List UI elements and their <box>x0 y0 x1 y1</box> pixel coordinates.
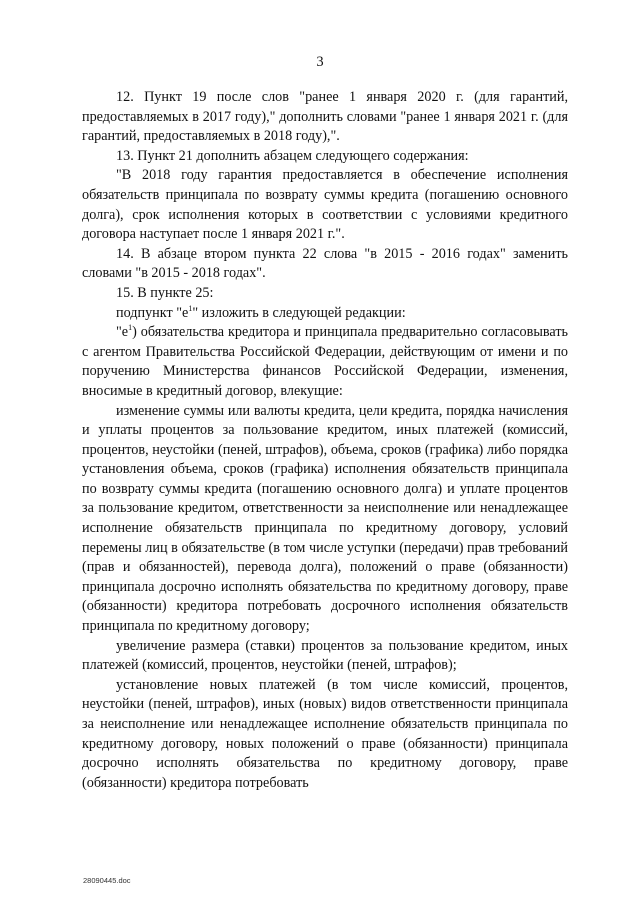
quoted-paragraph <box>82 323 568 401</box>
subpoint-superscript: 1 <box>188 303 193 313</box>
quote-superscript: 1 <box>128 323 133 333</box>
list-paragraph-1: изменение суммы или валюты кредита, цели кредита, порядка начисления и уплаты процентов за пользование кредитом, иных платежей (комиссий, процентов, неустойки (пеней, штрафов), объема, сроков (графика) либо порядка установления объема, сроков (графика) исполнения обязательств принципала по возврату суммы кредита (погашению основного долга) и уплате процентов за пользование кредитом, ответственности за неисполнение или ненадлежащее исполнение обязательств принципала по кредитному договору, условий перемены лиц в обязательстве (в том числе уступки (передачи) прав требований (прав и обязанностей), перевода долга), положений о праве (обязанности) принципала досрочно исполнять обязательства по кредитному договору, праве (обязанности) кредитора потребовать досрочного исполнения обязательств принципала по кредитному договору; <box>82 402 568 635</box>
paragraph-13-quote: "В 2018 году гарантия предоставляется в обеспечение исполнения обязательств принципала по возврату суммы кредита (погашению основного долга), срок исполнения которых в соответствии с условиями кредитного договора наступает после 1 января 2021 г.". <box>82 167 568 243</box>
subpoint-suffix: " изложить в следующей редакции: <box>192 304 406 321</box>
quote-text: ) обязательства кредитора и принципала предварительно согласовывать с агентом Правительства Российской Федерации, действующим от имени и по поручению Министерства финансов Российской Федерации, изменения, вносимые в кредитный договор, влекущие: <box>82 324 568 399</box>
document-body <box>82 88 568 793</box>
subpoint-line <box>82 304 568 324</box>
quote-prefix: "е <box>116 324 129 341</box>
list-paragraph-3: установление новых платежей (в том числе комиссий, процентов, неустойки (пеней, штрафов), иных (новых) видов ответственности принципала за неисполнение или ненадлежащее исполнение обязательств принципала по кредитному договору, новых положений о праве (обязанности) принципала досрочно исполнять обязательства по кредитному договору, праве (обязанности) кредитора потребовать <box>82 676 568 791</box>
paragraph-14: 14. В абзаце втором пункта 22 слова "в 2015 - 2016 годах" заменить словами "в 2015 - 2018 годах". <box>82 245 568 282</box>
footer-filename: 28090445.doc <box>83 876 131 885</box>
subpoint-prefix: подпункт "е <box>116 304 189 321</box>
paragraph-13: 13. Пункт 21 дополнить абзацем следующего содержания: <box>116 147 469 164</box>
paragraph-12: 12. Пункт 19 после слов "ранее 1 января 2020 г. (для гарантий, предоставляемых в 2017 году)," дополнить словами "ранее 1 января 2021 г. (для гарантий, предоставляемых в 2018 году),". <box>82 89 568 145</box>
page-number: 3 <box>316 54 324 70</box>
paragraph-15: 15. В пункте 25: <box>116 284 214 301</box>
list-paragraph-2: увеличение размера (ставки) процентов за пользование кредитом, иных платежей (комиссий, процентов, неустойки (пеней, штрафов); <box>82 637 568 674</box>
